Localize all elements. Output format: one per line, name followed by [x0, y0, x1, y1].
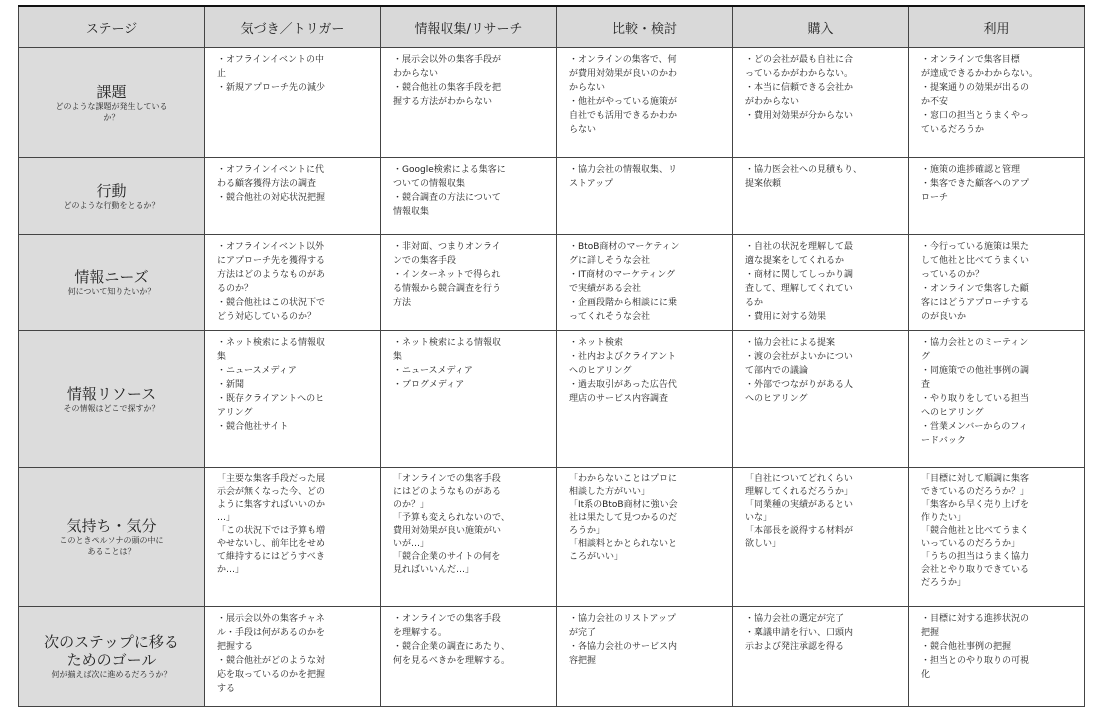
cell-line: ・協力会社による提案	[745, 338, 836, 348]
cell-line: ・営業メンバーからのフィ	[921, 422, 1028, 432]
cell-line: ・費用対効果が分からない	[745, 111, 854, 121]
cell-line: ・競合調査の方法について	[393, 193, 501, 203]
cell-line: ル・手段は何があるのかを	[217, 628, 326, 638]
cell-line: ・商材に関してしっかり調	[745, 270, 854, 280]
cell-line: ・展示会以外の集客チャネ	[217, 614, 325, 624]
cell-line: ころがいい」	[569, 552, 624, 562]
cell-line: にはどのようなものがある	[393, 487, 502, 497]
cell-line: ・過去取引があった広告代	[569, 380, 677, 390]
stage-subtitle: か？	[103, 112, 120, 122]
cell-line: ・競合他社サイト	[217, 422, 289, 432]
cell-line: 「うちの担当はうまく協力	[921, 552, 1030, 562]
header-usage: 利用	[909, 6, 1085, 48]
cell-goals-awareness	[205, 607, 381, 707]
cell-line: いな」	[745, 513, 773, 523]
cell-feelings-research	[381, 468, 557, 607]
cell-line: のが良いか	[921, 312, 967, 322]
stage-cell-sources	[19, 331, 205, 468]
cell-goals-research	[381, 607, 557, 707]
cell-line: ・ネット検索による情報収	[217, 338, 326, 348]
cell-line: ・新聞	[217, 380, 245, 390]
cell-line: いが…」	[393, 539, 430, 549]
stage-cell-actions	[19, 158, 205, 235]
cell-line: るのか？	[217, 284, 254, 294]
cell-line: ・IT商材のマーケティング	[569, 270, 676, 280]
cell-line: 「It系のBtoB商材に強い会	[569, 500, 678, 510]
cell-line: 「予算も変えられないので、	[393, 513, 510, 523]
cell-line: 会社とやり取りできている	[921, 565, 1030, 575]
cell-feelings-comparison	[557, 468, 733, 607]
cell-line: て部内での議論	[745, 366, 809, 376]
cell-line: ・費用に対する効果	[745, 312, 827, 322]
cell-needs-research	[381, 235, 557, 331]
cell-line: 「集客から早く売り上げを	[921, 500, 1030, 510]
table-row-actions	[19, 158, 1085, 235]
cell-line: 応を取っているのかを把握	[217, 670, 326, 680]
stage-subtitle: あることは？	[87, 547, 136, 556]
cell-line: ・ネット検索	[569, 338, 624, 348]
cell-line: わからない	[393, 69, 439, 79]
cell-line: ・展示会以外の集客手段が	[393, 55, 502, 65]
cell-line: ・新規アプローチ先の減少	[217, 83, 326, 93]
cell-line: 相談した方がいい」	[569, 487, 651, 497]
cell-line: して他社と比べてうまくい	[921, 256, 1030, 266]
cell-line: ろうか」	[569, 526, 606, 536]
cell-feelings-usage	[909, 468, 1085, 607]
cell-line: て維持するにはどうすべき	[217, 552, 325, 562]
cell-line: アリング	[217, 408, 253, 418]
cell-line: ているだろうか	[921, 125, 985, 135]
cell-line: か不安	[921, 97, 949, 107]
table-body	[19, 48, 1085, 707]
cell-line: 理店のサービス内容調査	[569, 394, 669, 404]
cell-line: ついての情報収集	[393, 179, 466, 189]
cell-feelings-purchase	[733, 468, 909, 607]
stage-subtitle: その情報はどこで探すか？	[63, 403, 160, 413]
cell-issues-research	[381, 48, 557, 158]
cell-issues-comparison	[557, 48, 733, 158]
cell-line: グ	[921, 352, 931, 362]
cell-line: 握する方法がわからない	[393, 97, 493, 107]
cell-needs-awareness	[205, 235, 381, 331]
cell-line: で実績がある会社	[569, 284, 642, 294]
stage-title: 気持ち・気分	[66, 517, 157, 535]
cell-line: ローチ	[921, 193, 949, 203]
cell-line: ・協力会社の選定が完了	[745, 614, 845, 624]
cell-line: がわからない	[745, 97, 800, 107]
header-awareness: 気づき／トリガー	[205, 6, 381, 48]
stage-subtitle: どのような行動をとるか？	[63, 200, 160, 210]
cell-line: 把握	[921, 628, 940, 638]
cell-line: ・企画段階から相談にに乗	[569, 298, 678, 308]
cell-line: ・オフラインイベントに代	[217, 165, 325, 175]
cell-line: ・自社の状況を理解して最	[745, 242, 854, 252]
cell-line: やせないし、前年比をせめ	[217, 539, 326, 549]
cell-line: ・今行っている施策は果た	[921, 242, 1030, 252]
cell-goals-purchase	[733, 607, 909, 707]
cell-line: ストアップ	[569, 179, 614, 189]
stage-cell-feelings	[19, 468, 205, 607]
stage-cell-issues	[19, 48, 205, 158]
cell-line: ・協力会社とのミーティン	[921, 338, 1029, 348]
cell-line: が完了	[569, 628, 597, 638]
cell-line: できているのだろうか？」	[921, 487, 1030, 497]
cell-line: ・オンラインで集客した顧	[921, 284, 1029, 294]
cell-issues-purchase	[733, 48, 909, 158]
cell-line: か…」	[217, 565, 245, 575]
cell-line: ・どの会社が最も自社に合	[745, 55, 854, 65]
cell-line: ・目標に対する進捗状況の	[921, 614, 1030, 624]
cell-line: 「競合企業のサイトの何を	[393, 552, 501, 562]
cell-line: ってくれそうな会社	[569, 312, 651, 322]
cell-line: 示会が無くなった今、どの	[217, 487, 326, 497]
cell-line: ・ブログメディア	[393, 380, 465, 390]
cell-actions-awareness	[205, 158, 381, 235]
cell-line: 「目標に対して順調に集客	[921, 474, 1030, 484]
cell-needs-comparison	[557, 235, 733, 331]
cell-line: 化	[921, 670, 931, 680]
cell-line: ・オンラインでの集客手段	[393, 614, 501, 624]
table-row-goals	[19, 607, 1085, 707]
table-row-issues	[19, 48, 1085, 158]
cell-actions-research	[381, 158, 557, 235]
cell-line: へのヒアリング	[745, 394, 808, 404]
customer-journey-table	[18, 5, 1085, 707]
cell-line: 示および発注承認を得る	[745, 642, 845, 652]
cell-line: 適な提案をしてくれるか	[745, 256, 845, 266]
cell-line: ・競合他社の対応状況把握	[217, 193, 326, 203]
stage-title: 次のステップに移る	[44, 633, 179, 651]
cell-line: ・オンラインで集客目標	[921, 55, 1020, 65]
cell-line: ンでの集客手段	[393, 256, 457, 266]
cell-actions-purchase	[733, 158, 909, 235]
cell-line: ・競合他社事例の把握	[921, 642, 1012, 652]
cell-needs-purchase	[733, 235, 909, 331]
cell-line: ・競合他社はこの状況下で	[217, 298, 326, 308]
cell-line: 「本部長を説得する材料が	[745, 526, 854, 536]
cell-sources-purchase	[733, 331, 909, 468]
header-research: 情報収集/リサーチ	[381, 6, 557, 48]
cell-actions-comparison	[557, 158, 733, 235]
cell-line: ・競合企業の調査にあたり、	[393, 642, 511, 652]
cell-line: ・社内およびクライアント	[569, 352, 677, 362]
cell-line: ・他社がやっている施策が	[569, 97, 678, 107]
cell-line: ・協力会社のリストアップ	[569, 614, 676, 624]
cell-needs-usage	[909, 235, 1085, 331]
cell-line: 止	[217, 69, 227, 79]
cell-line: ・同施策での他社事例の調	[921, 366, 1030, 376]
cell-line: いっているのだろうか」	[921, 539, 1021, 549]
stage-title: 行動	[96, 181, 127, 200]
cell-line: 費用対効果が良い施策がい	[393, 526, 502, 536]
cell-line: ・やり取りをしている担当	[921, 394, 1030, 404]
cell-line: …」	[217, 513, 236, 523]
cell-line: 方法はどのようなものがあ	[217, 270, 326, 280]
cell-line: ・窓口の担当とうまくやっ	[921, 111, 1030, 121]
cell-line: ・オフラインイベントの中	[217, 55, 325, 65]
cell-line: 社は果たして見つかるのだ	[569, 513, 678, 523]
cell-line: ・BtoB商材のマーケティン	[569, 242, 680, 252]
stage-title: ためのゴール	[66, 651, 157, 669]
cell-line: ・渡の会社がよいかについ	[745, 352, 853, 362]
cell-line: 理解してくれるだろうか」	[745, 487, 854, 497]
cell-line: ・オンラインの集客で、何	[569, 55, 677, 65]
cell-line: ・外部でつながりがある人	[745, 380, 854, 390]
cell-line: 何を見るべきかを理解する。	[393, 656, 511, 666]
cell-line: 「この状況下では予算も増	[217, 526, 326, 536]
cell-line: ・本当に信頼できる会社か	[745, 83, 854, 93]
cell-line: 把握する	[217, 642, 254, 652]
cell-line: ・施策の進捗確認と管理	[921, 165, 1021, 175]
cell-line: ・各協力会社のサービス内	[569, 642, 678, 652]
cell-line: ・集客できた顧客へのアプ	[921, 179, 1030, 189]
cell-line: ように集客すればいいのか	[217, 500, 326, 510]
cell-line: を理解する。	[393, 628, 448, 638]
cell-line: グに詳しそうな会社	[569, 256, 651, 266]
cell-line: する	[217, 684, 236, 694]
header-stage: ステージ	[19, 6, 205, 48]
cell-sources-usage	[909, 331, 1085, 468]
cell-line: 情報収集	[393, 207, 430, 217]
cell-line: ・非対面、つまりオンライ	[393, 242, 501, 252]
stage-subtitle: このときペルソナの頭の中に	[59, 536, 164, 545]
stage-cell-goals	[19, 607, 205, 707]
cell-line: 「自社についてどれくらい	[745, 474, 853, 484]
cell-line: 査して、理解してくれてい	[745, 284, 853, 294]
stage-title: 課題	[96, 82, 127, 101]
cell-line: ・オフラインイベント以外	[217, 242, 325, 252]
cell-line: ・ニュースメディア	[393, 366, 473, 376]
table-row-feelings	[19, 468, 1085, 607]
cell-line: ・競合他社の集客手段を把	[393, 83, 502, 93]
cell-line: へのヒアリング	[921, 408, 984, 418]
cell-line: っているのか？	[921, 270, 985, 280]
header-row	[19, 6, 1085, 48]
cell-sources-awareness	[205, 331, 381, 468]
cell-feelings-awareness	[205, 468, 381, 607]
stage-title: 情報リソース	[66, 384, 157, 403]
table-row-sources	[19, 331, 1085, 468]
cell-line: 欲しい」	[745, 539, 782, 549]
cell-line: ・既存クライアントへのヒ	[217, 394, 325, 404]
cell-issues-usage	[909, 48, 1085, 158]
header-purchase: 購入	[733, 6, 909, 48]
cell-line: 「同業種の実績があるとい	[745, 500, 854, 510]
cell-line: ・協力医会社への見積もり、	[745, 165, 863, 175]
cell-line: 「わからないことはプロに	[569, 474, 678, 484]
cell-line: 提案依頼	[745, 179, 782, 189]
table-row-needs	[19, 235, 1085, 331]
cell-line: が達成できるかわからない。	[921, 69, 1039, 79]
stage-title: 情報ニーズ	[74, 268, 149, 286]
stage-subtitle: 何について知りたいか？	[67, 287, 156, 296]
cell-line: ードバック	[921, 436, 966, 446]
cell-goals-usage	[909, 607, 1085, 707]
cell-line: 方法	[393, 298, 412, 308]
cell-line: らない	[569, 125, 597, 135]
cell-sources-comparison	[557, 331, 733, 468]
cell-issues-awareness	[205, 48, 381, 158]
cell-line: 見ればいいんだ…」	[393, 565, 475, 575]
cell-line: 「相談料とかとられないと	[569, 539, 678, 549]
cell-line: 「競合他社と比べてうまく	[921, 526, 1030, 536]
cell-line: どう対応しているのか？	[217, 312, 317, 322]
cell-line: ・担当とのやり取りの可視	[921, 656, 1030, 666]
cell-line: ・ネット検索による情報収	[393, 338, 502, 348]
cell-line: るか	[745, 298, 764, 308]
cell-line: ・ニュースメディア	[217, 366, 297, 376]
cell-line: 作りたい」	[921, 513, 967, 523]
cell-line: わる顧客獲得方法の調査	[217, 179, 317, 189]
cell-line: 集	[393, 352, 403, 362]
cell-line: からない	[569, 83, 606, 93]
cell-sources-research	[381, 331, 557, 468]
cell-line: ・協力会社の情報収集、リ	[569, 165, 678, 175]
cell-actions-usage	[909, 158, 1085, 235]
cell-line: ・競合他社がどのような対	[217, 656, 326, 666]
cell-line: へのヒアリング	[569, 366, 632, 376]
cell-line: 査	[921, 380, 931, 390]
cell-line: のか？」	[393, 500, 430, 510]
cell-line: ・Google検索による集客に	[393, 165, 506, 175]
cell-line: が費用対効果が良いのかわ	[569, 69, 678, 79]
cell-line: 「オンラインでの集客手段	[393, 474, 501, 484]
cell-goals-comparison	[557, 607, 733, 707]
cell-line: 自社でも活用できるかわか	[569, 111, 678, 121]
cell-line: 客にはどうアプローチする	[921, 298, 1030, 308]
cell-line: っているかがわからない。	[745, 69, 854, 79]
stage-subtitle: どのような課題が発生している	[55, 101, 168, 111]
stage-cell-needs	[19, 235, 205, 331]
cell-line: ・稟議申請を行い、口頭内	[745, 628, 854, 638]
cell-line: 容把握	[569, 656, 597, 666]
cell-line: だろうか」	[921, 578, 967, 588]
cell-line: 「主要な集客手段だった展	[217, 474, 326, 484]
cell-line: ・インターネットで得られ	[393, 270, 501, 280]
cell-line: 集	[217, 352, 227, 362]
cell-line: にアプローチ先を獲得する	[217, 256, 326, 266]
header-comparison: 比較・検討	[557, 6, 733, 48]
cell-line: る情報から競合調査を行う	[393, 284, 502, 294]
cell-line: ・提案通りの効果が出るの	[921, 83, 1030, 93]
stage-subtitle: 何が揃えば次に進めるだろうか？	[51, 670, 172, 679]
